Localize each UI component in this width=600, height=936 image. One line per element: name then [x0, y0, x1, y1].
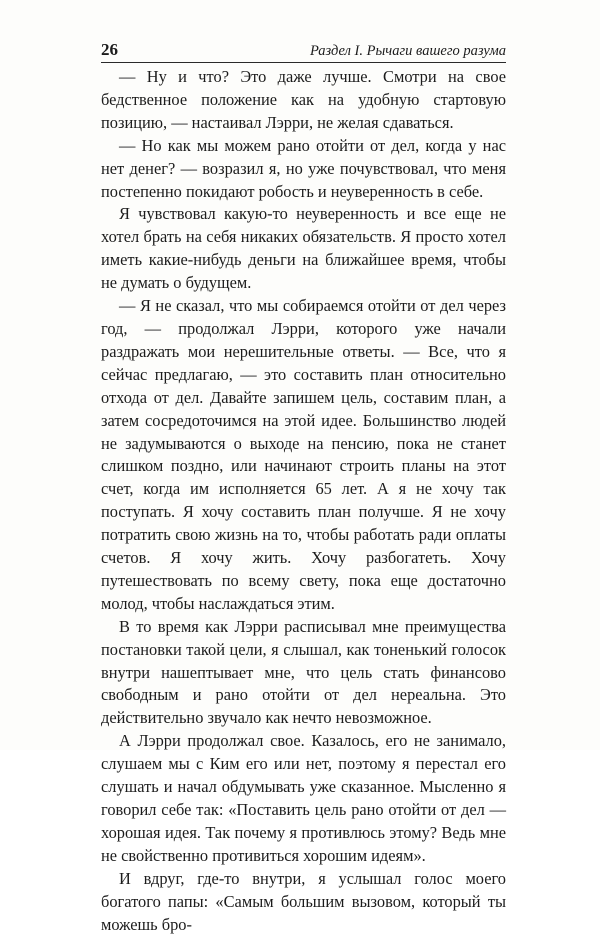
paragraph: И вдруг, где-то внутри, я услышал голос моего богатого папы: «Самым большим вызовом, который ты можешь бро- [101, 868, 506, 934]
paragraph: — Ну и что? Это даже лучше. Смотри на свое бедственное положение как на удобную стартовую позицию, — настаивал Лэрри, не желая сдаваться. [101, 67, 506, 132]
paragraph: Я чувствовал какую-то неуверенность и все еще не хотел брать на себя никаких обязательств. Я просто хотел иметь какие-нибудь деньги на ближайшее время, чтобы не думать о будущем. [101, 204, 506, 293]
page-body [101, 66, 506, 936]
paragraph: А Лэрри продолжал свое. Казалось, его не занимало, слушаем мы с Ким его или нет, поэтому я перестал его слушать и начал обдумывать уже сказанное. Мысленно я говорил себе так: «Поставить цель рано отойти от дел — хорошая идея. Так почему я противлюсь этому? Ведь мне не свойственно противиться хорошим идеям». [101, 731, 506, 865]
header-rule [101, 62, 506, 63]
page-number: 26 [101, 40, 118, 59]
paragraph: В то время как Лэрри расписывал мне преимущества постановки такой цели, я слышал, как тоненький голосок внутри нашептывает мне, что цель стать финансово свободным и рано отойти от дел нереальна. Это действительно звучало как нечто невозможное. [101, 616, 506, 728]
page-header [101, 40, 506, 62]
paragraph: — Но как мы можем рано отойти от дел, когда у нас нет денег? — возразил я, но уже почувствовал, что меня постепенно покидают робость и неуверенность в себе. [101, 135, 506, 201]
running-head: Раздел I. Рычаги вашего разума [309, 43, 506, 59]
paragraph: — Я не сказал, что мы собираемся отойти от дел через год, — продолжал Лэрри, которого уже начали раздражать мои нерешительные ответы. — Все, что я сейчас предлагаю, — это составить план относительно отхода от дел. Давайте запишем цель, составим план, а затем сосредоточимся на этой идее. Большинство людей не задумываются о выходе на пенсию, пока не станет слишком поздно, или начинают строить планы на этот счет, когда им исполняется 65 лет. А я не хочу так поступать. Я хочу составить план получше. Я не хочу потратить свою жизнь на то, чтобы работать ради оплаты счетов. Я хочу жить. Хочу разбогатеть. Хочу путешествовать по всему свету, пока еще достаточно молод, чтобы наслаждаться этим. [101, 296, 506, 613]
